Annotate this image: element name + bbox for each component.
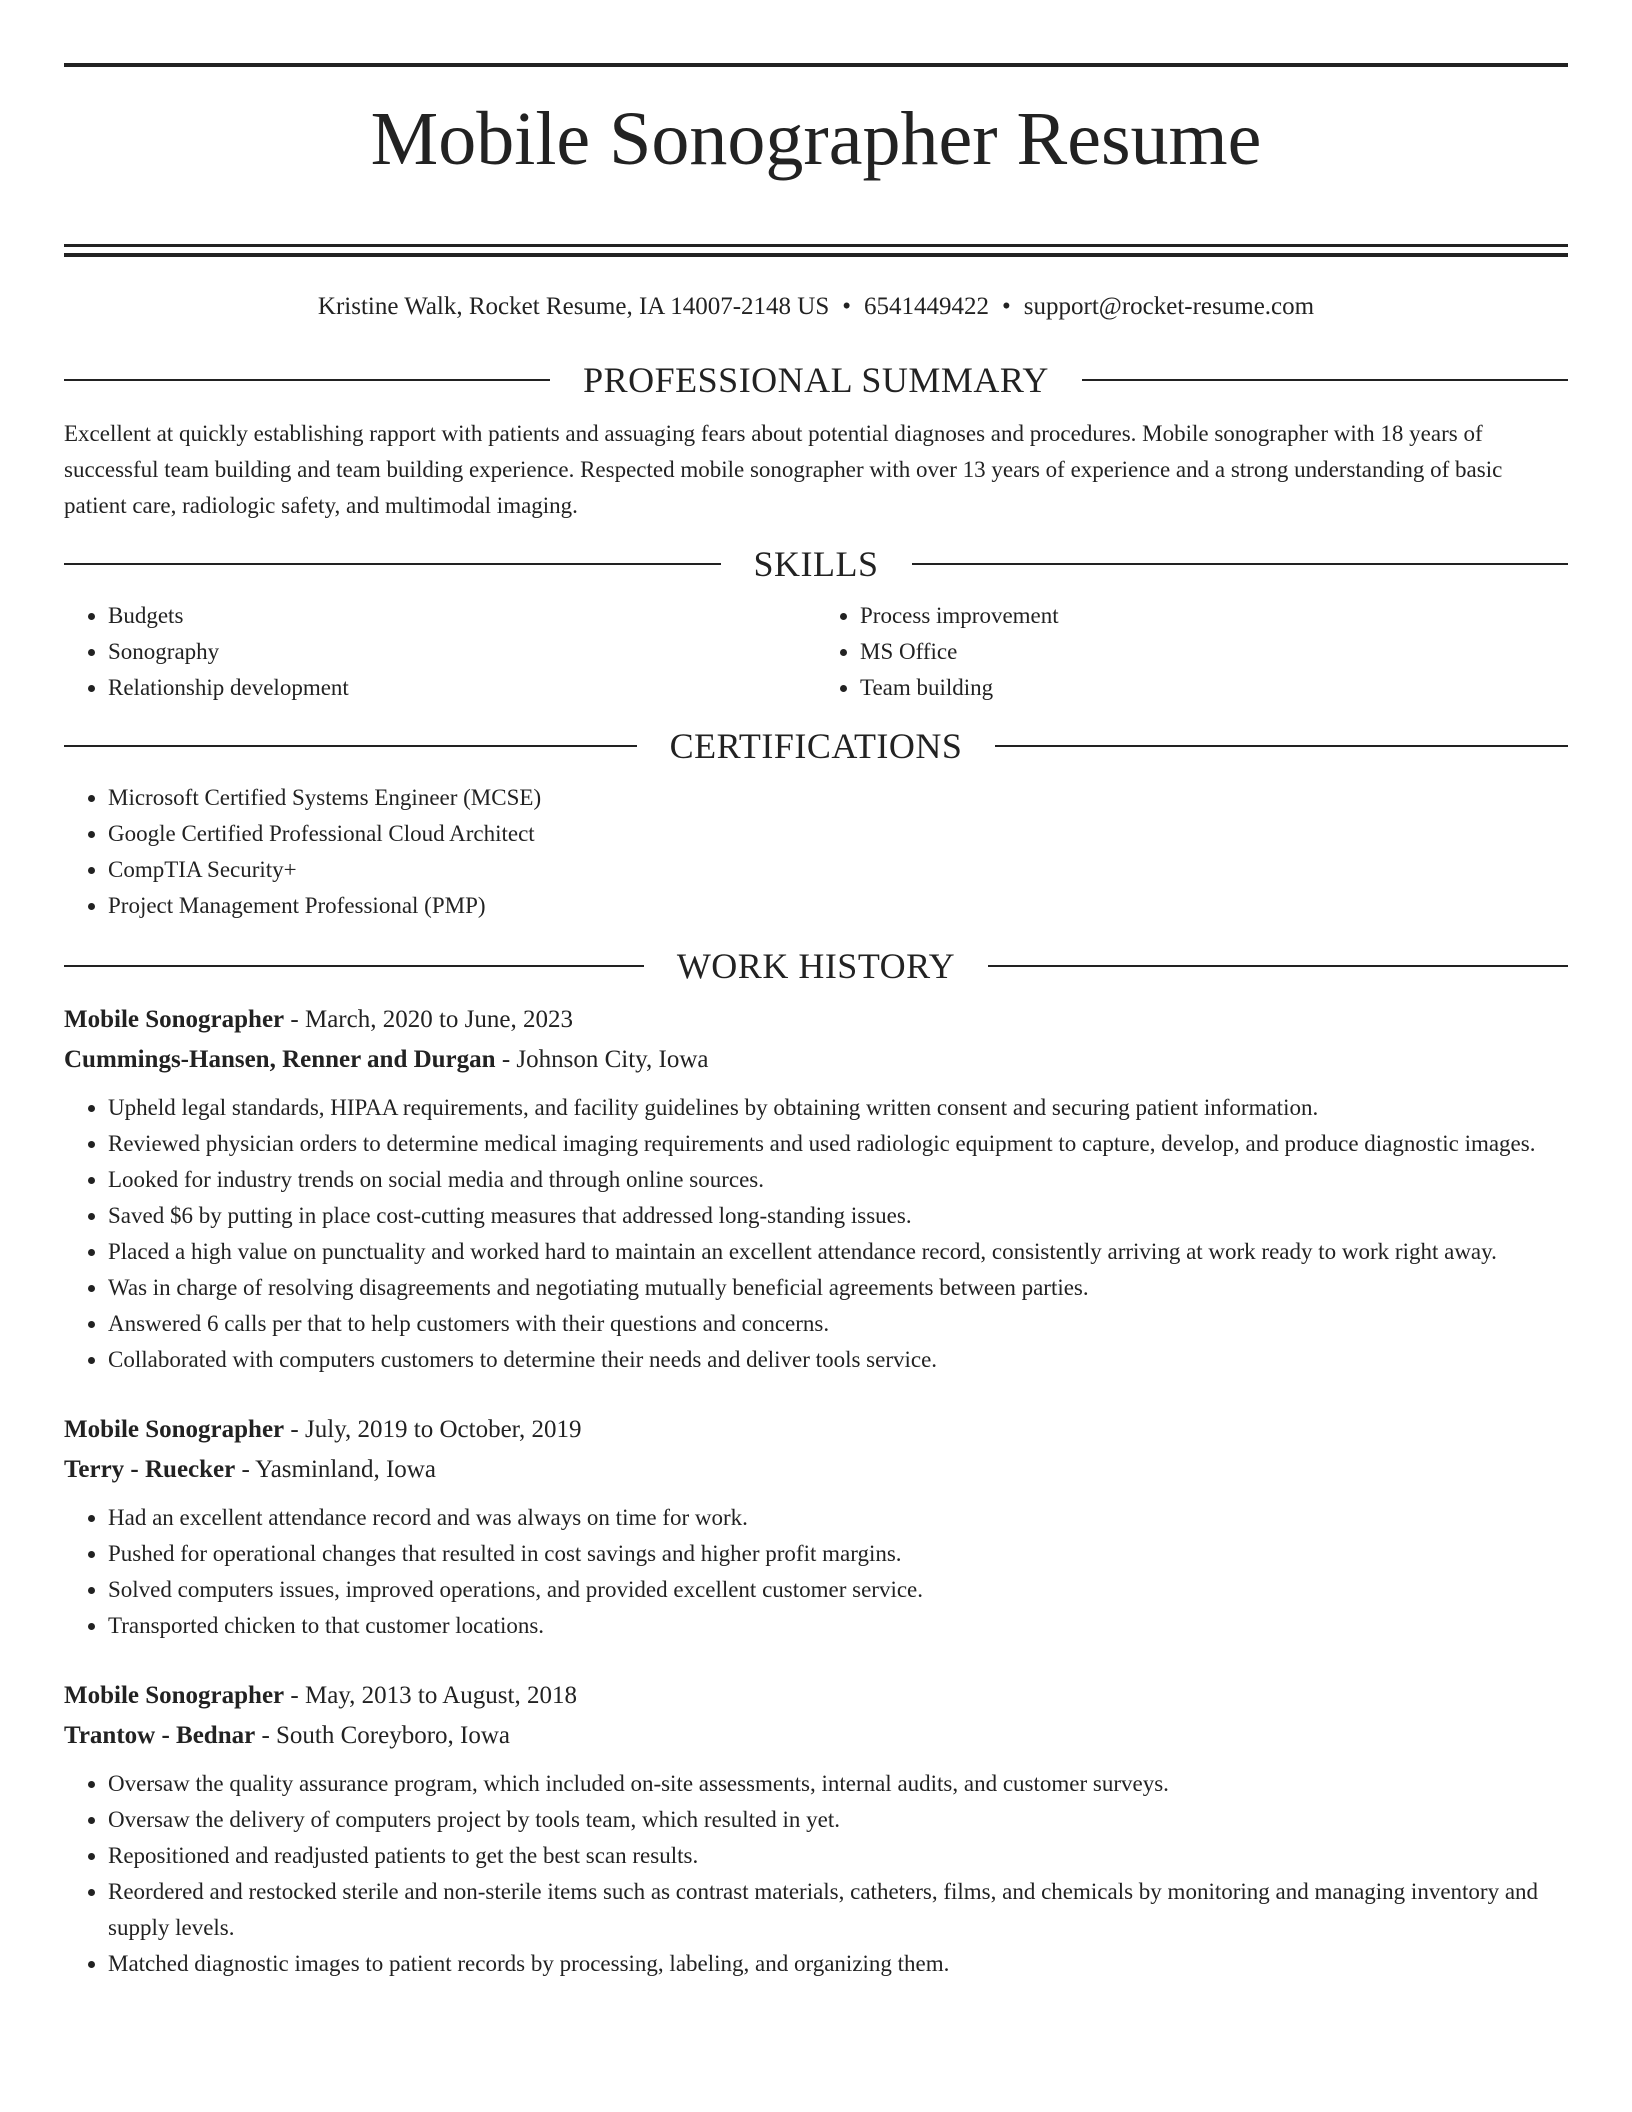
job-company-line — [64, 1040, 1568, 1080]
list-item: • Relationship development — [108, 670, 816, 706]
job-entry — [64, 1000, 1568, 1378]
list-item: • Looked for industry trends on social media and through online sources. — [108, 1162, 1568, 1198]
list-item: • Repositioned and readjusted patients to get the best scan results. — [108, 1838, 1568, 1874]
list-item: • Solved computers issues, improved operations, and provided excellent customer service. — [108, 1572, 1568, 1608]
list-item: • Had an excellent attendance record and was always on time for work. — [108, 1500, 1568, 1536]
list-item: • Saved $6 by putting in place cost-cutting measures that addressed long-standing issues. — [108, 1198, 1568, 1234]
job-company: Cummings-Hansen, Renner and Durgan — [64, 1045, 496, 1073]
work-heading — [64, 942, 1568, 990]
skills-heading-label: SKILLS — [753, 543, 879, 584]
list-item: • Team building — [860, 670, 1568, 706]
job-title: Mobile Sonographer — [64, 1005, 285, 1033]
skills-list-right — [816, 598, 1568, 706]
page-title: Mobile Sonographer Resume — [370, 97, 1262, 181]
skills-list-left — [64, 598, 816, 706]
list-item: • Sonography — [108, 634, 816, 670]
contact-address: Kristine Walk, Rocket Resume, IA 14007-2148 US — [317, 292, 830, 320]
job-title-line — [64, 1676, 1568, 1716]
job-location: - Yasminland, Iowa — [235, 1455, 436, 1483]
list-item: • Oversaw the delivery of computers project by tools team, which resulted in yet. — [108, 1802, 1568, 1838]
job-entry — [64, 1676, 1568, 1982]
job-company-line — [64, 1450, 1568, 1490]
list-item: • Budgets — [108, 598, 816, 634]
list-item: • Google Certified Professional Cloud Architect — [108, 816, 1568, 852]
job-location: - Johnson City, Iowa — [495, 1045, 709, 1073]
contact-email: support@rocket-resume.com — [1023, 292, 1315, 320]
list-item: • Oversaw the quality assurance program, which included on-site assessments, internal audits, and customer surveys. — [108, 1766, 1568, 1802]
job-dates: - March, 2020 to June, 2023 — [284, 1005, 573, 1033]
heading-rule — [988, 965, 1568, 967]
list-item: • Answered 6 calls per that to help customers with their questions and concerns. — [108, 1306, 1568, 1342]
job-bullets — [64, 1090, 1568, 1378]
list-item: • Microsoft Certified Systems Engineer (MCSE) — [108, 780, 1568, 816]
title-double-rule — [64, 244, 1568, 257]
list-item: • Reordered and restocked sterile and non-sterile items such as contrast materials, catheters, films, and chemicals by monitoring and managing inventory and supply levels. — [108, 1874, 1568, 1946]
job-location: - South Coreyboro, Iowa — [255, 1721, 511, 1749]
certifications-heading — [64, 722, 1568, 770]
contact-separator: • — [842, 292, 852, 320]
summary-heading-label: PROFESSIONAL SUMMARY — [583, 359, 1049, 400]
list-item: • MS Office — [860, 634, 1568, 670]
job-company-line — [64, 1716, 1568, 1756]
job-dates: - July, 2019 to October, 2019 — [284, 1415, 582, 1443]
list-item: • Reviewed physician orders to determine medical imaging requirements and used radiologic equipment to capture, develop, and produce diagnostic images. — [108, 1126, 1568, 1162]
job-company: Terry - Ruecker — [64, 1455, 236, 1483]
job-bullets — [64, 1500, 1568, 1644]
heading-rule — [995, 745, 1568, 747]
job-title: Mobile Sonographer — [64, 1415, 285, 1443]
skills-heading — [64, 540, 1568, 588]
job-bullets — [64, 1766, 1568, 1982]
certifications-list — [64, 780, 1568, 924]
top-rule — [64, 63, 1568, 67]
contact-line — [64, 287, 1568, 327]
contact-separator: • — [1002, 292, 1011, 320]
list-item: • Upheld legal standards, HIPAA requirements, and facility guidelines by obtaining written consent and securing patient information. — [108, 1090, 1568, 1126]
list-item: • CompTIA Security+ — [108, 852, 1568, 888]
heading-rule — [64, 379, 550, 381]
summary-heading — [64, 356, 1568, 404]
resume-page — [64, 0, 1568, 1982]
certifications-heading-label: CERTIFICATIONS — [669, 725, 963, 766]
list-item: • Project Management Professional (PMP) — [108, 888, 1568, 924]
heading-rule — [912, 563, 1569, 565]
job-entry — [64, 1410, 1568, 1644]
list-item: • Placed a high value on punctuality and worked hard to maintain an excellent attendance record, consistently arriving at work ready to work right away. — [108, 1234, 1568, 1270]
heading-rule — [64, 965, 644, 967]
list-item: • Transported chicken to that customer locations. — [108, 1608, 1568, 1644]
heading-rule — [64, 745, 637, 747]
job-title-line — [64, 1410, 1568, 1450]
work-heading-label: WORK HISTORY — [676, 945, 956, 986]
list-item: • Was in charge of resolving disagreements and negotiating mutually beneficial agreements between parties. — [108, 1270, 1568, 1306]
contact-phone: 6541449422 — [864, 292, 990, 320]
skills-columns — [64, 598, 1568, 706]
heading-rule — [64, 563, 721, 565]
list-item: • Process improvement — [860, 598, 1568, 634]
list-item: • Collaborated with computers customers to determine their needs and deliver tools service. — [108, 1342, 1568, 1378]
job-company: Trantow - Bednar — [64, 1721, 256, 1749]
summary-text: Excellent at quickly establishing rapport with patients and assuaging fears about potential diagnoses and procedures. Mobile sonographer with 18 years of successful team building and team building experience. Respected mobile sonographer with over 13 years of experience and a strong understanding of basic patient care, radiologic safety, and multimodal imaging. — [64, 420, 1503, 518]
list-item: • Matched diagnostic images to patient records by processing, labeling, and organizing them. — [108, 1946, 1568, 1982]
job-title: Mobile Sonographer — [64, 1681, 285, 1709]
list-item: • Pushed for operational changes that resulted in cost savings and higher profit margins. — [108, 1536, 1568, 1572]
heading-rule — [1082, 379, 1568, 381]
job-dates: - May, 2013 to August, 2018 — [284, 1681, 577, 1709]
job-title-line — [64, 1000, 1568, 1040]
